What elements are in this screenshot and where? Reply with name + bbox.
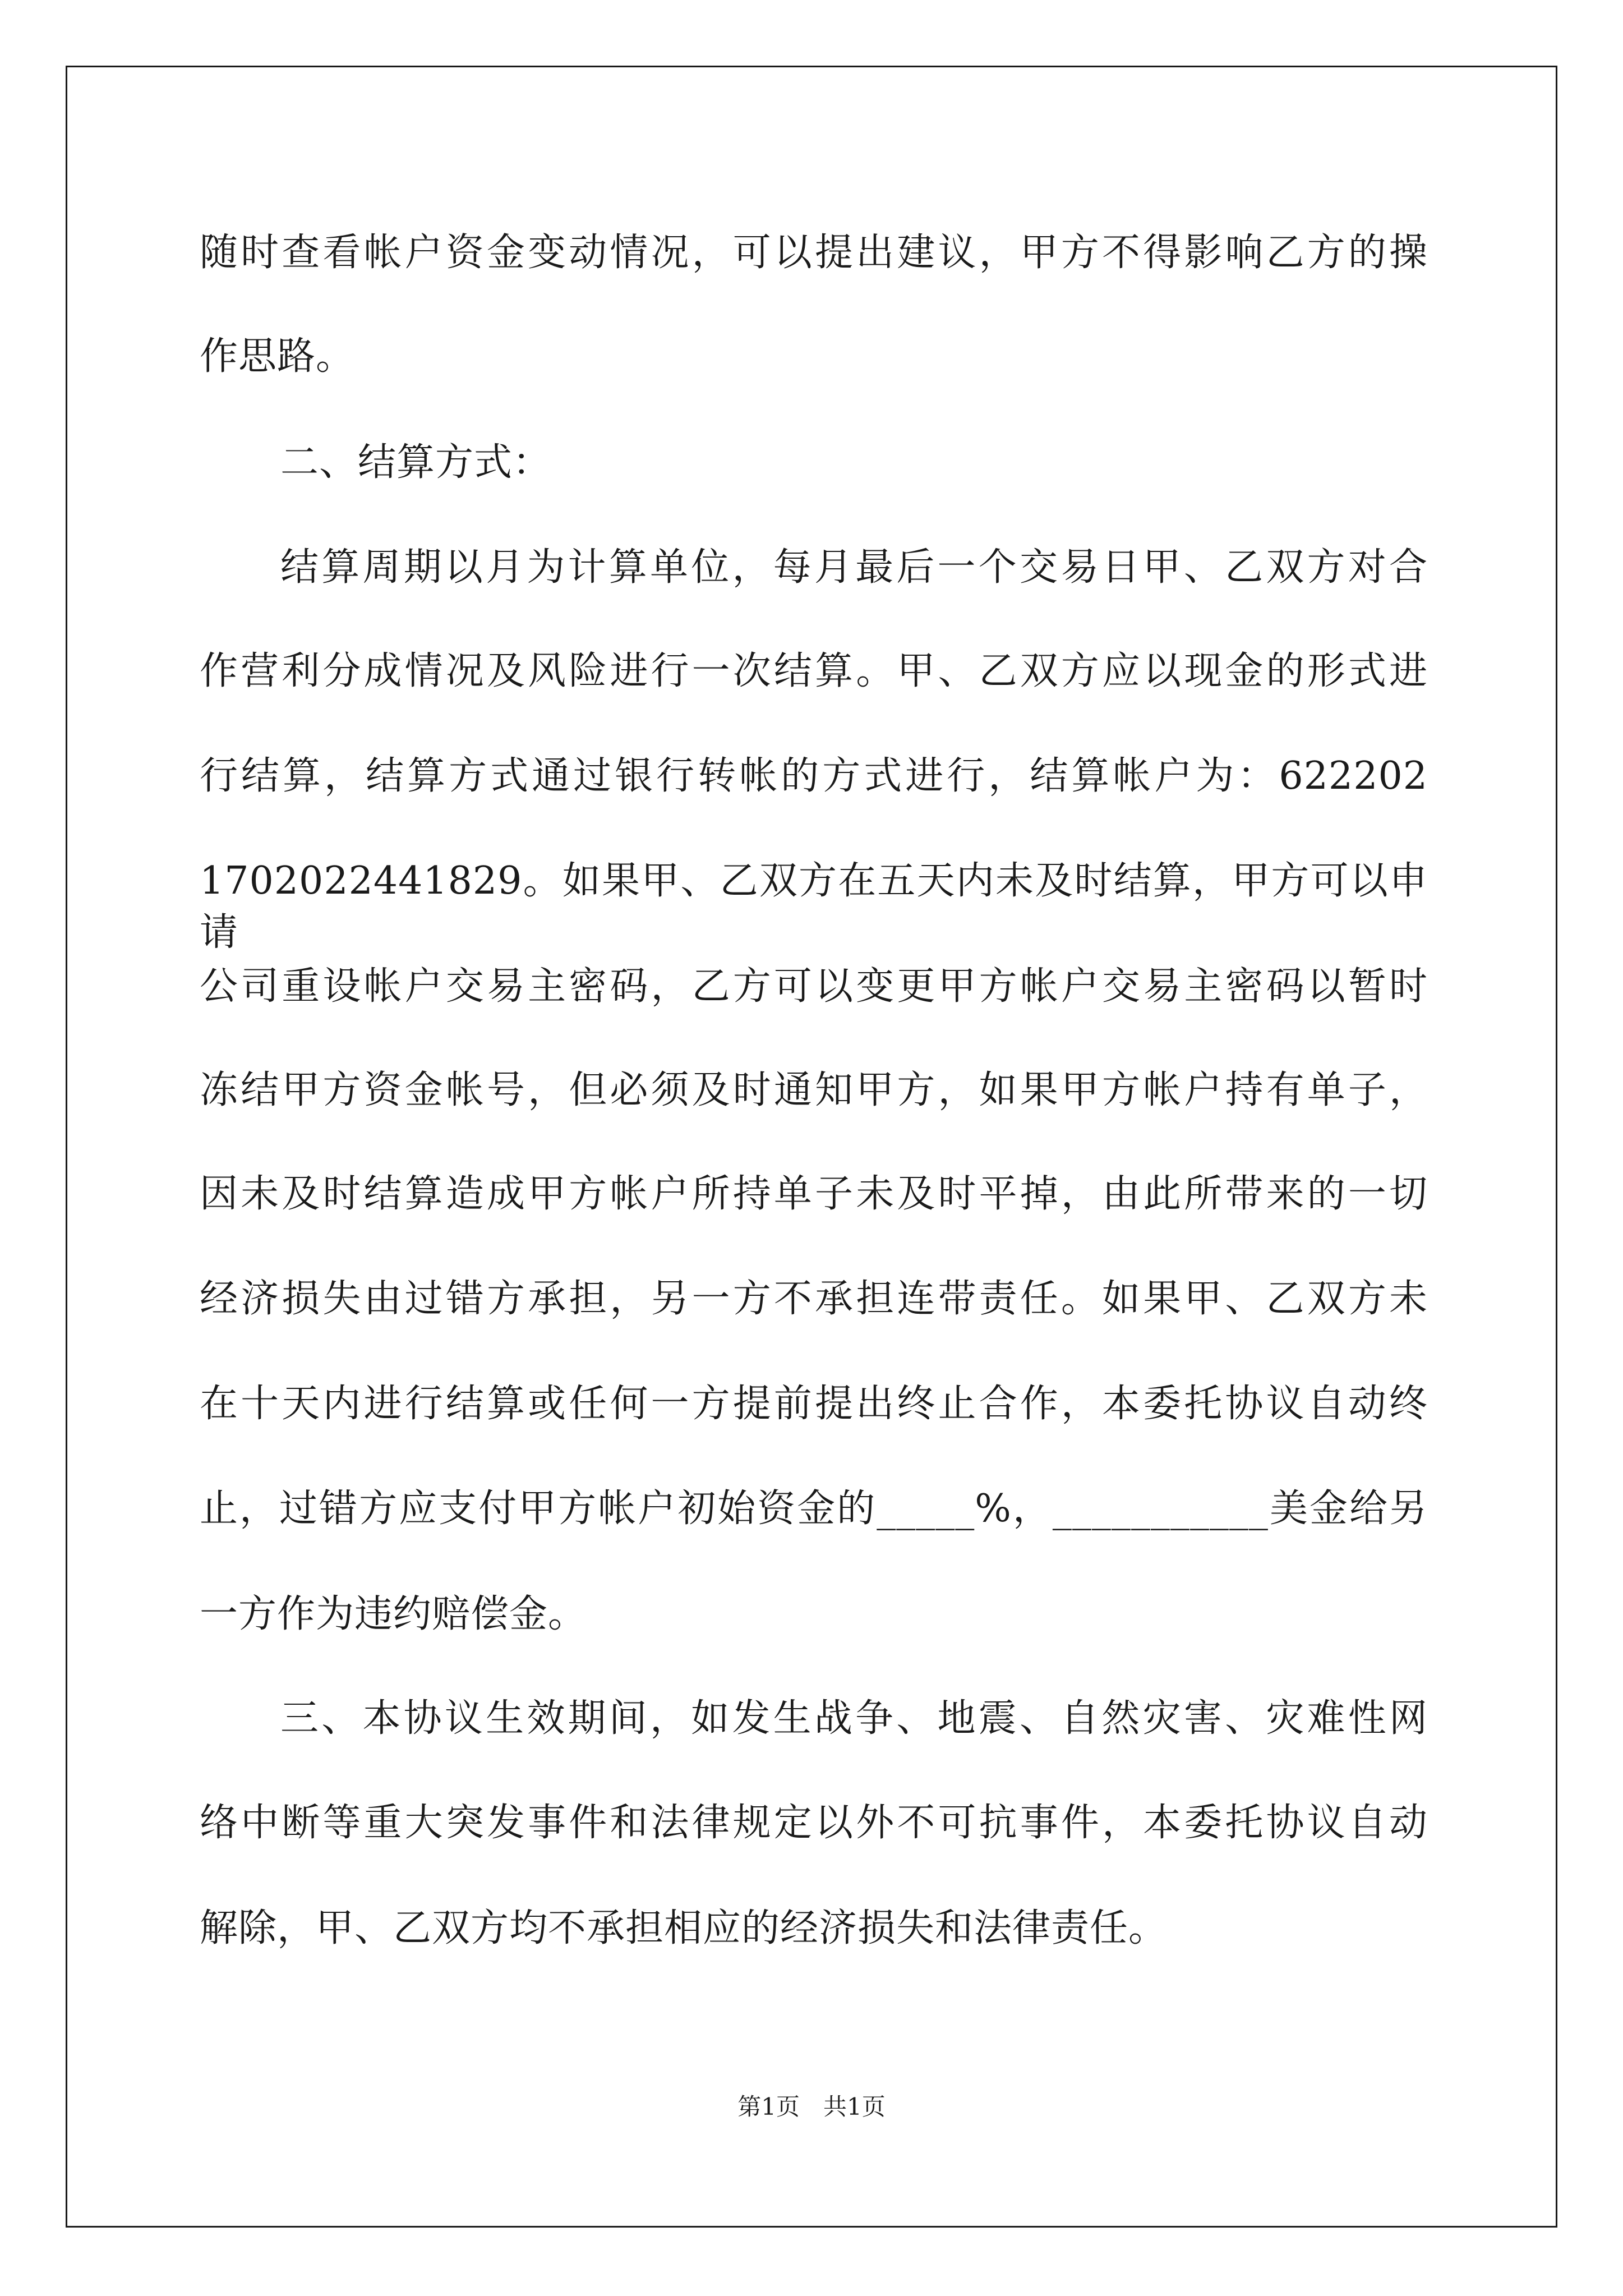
body-line: 作思路。: [200, 334, 355, 379]
body-line: 作营利分成情况及风险进行一次结算。甲、乙双方应以现金的形式进: [200, 649, 1428, 693]
body-line: 解除，甲、乙双方均不承担相应的经济损失和法律责任。: [200, 1906, 1168, 1950]
section-heading: 二、结算方式：: [280, 440, 552, 485]
body-line: 结算周期以月为计算单位，每月最后一个交易日甲、乙双方对合: [280, 545, 1428, 590]
body-line: 因未及时结算造成甲方帐户所持单子未及时平掉，由此所带来的一切: [200, 1172, 1428, 1216]
body-line: 随时查看帐户资金变动情况，可以提出建议，甲方不得影响乙方的操: [200, 231, 1428, 275]
page-number-footer: 第1页 共1页: [737, 2093, 886, 2120]
body-line: 冻结甲方资金帐号，但必须及时通知甲方，如果甲方帐户持有单子，: [200, 1068, 1428, 1112]
body-line: 止，过错方应支付甲方帐户初始资金的_____%，___________美金给另: [200, 1487, 1428, 1531]
body-line: 在十天内进行结算或任何一方提前提出终止合作，本委托协议自动终: [200, 1382, 1428, 1426]
body-line: 络中断等重大突发事件和法律规定以外不可抗事件，本委托协议自动: [200, 1801, 1428, 1845]
body-line: 一方作为违约赔偿金。: [200, 1592, 587, 1636]
body-line: 经济损失由过错方承担，另一方不承担连带责任。如果甲、乙双方未: [200, 1277, 1428, 1321]
body-line: 公司重设帐户交易主密码，乙方可以变更甲方帐户交易主密码以暂时: [200, 964, 1428, 1009]
body-line: 行结算，结算方式通过银行转帐的方式进行，结算帐户为：622202: [200, 754, 1428, 798]
section-heading: 三、本协议生效期间，如发生战争、地震、自然灾害、灾难性网: [280, 1696, 1428, 1741]
body-line: 1702022441829。如果甲、乙双方在五天内未及时结算，甲方可以申请: [200, 859, 1428, 955]
